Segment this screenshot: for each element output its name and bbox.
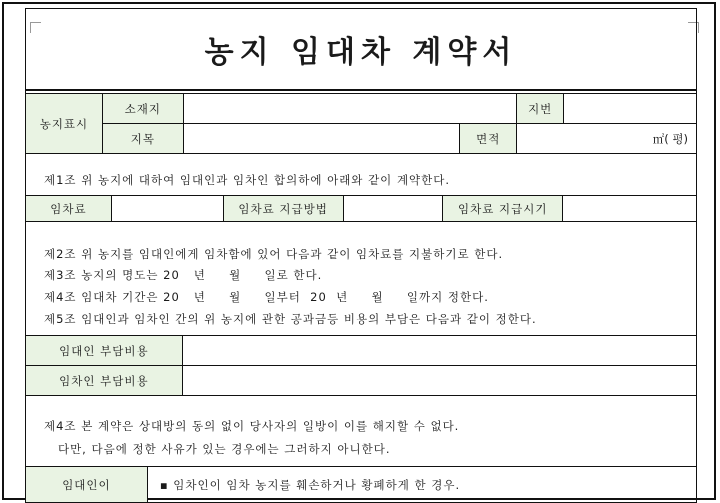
lessor-case-table [25, 466, 697, 503]
rent-label: 임차료 [26, 196, 112, 222]
termination-line-1: 제4조 본 계약은 상대방의 동의 없이 당사자의 일방이 이를 해지할 수 없다. [44, 419, 460, 433]
article-3: 제3조 농지의 명도는 20 년 월 일로 한다. [44, 268, 323, 282]
farmland-section-label: 농지표시 [26, 94, 103, 154]
area-label: 면적 [460, 124, 517, 154]
land-category-field[interactable] [183, 124, 460, 154]
location-field[interactable] [183, 94, 516, 124]
termination-line-2: 다만, 다음에 정한 사유가 있는 경우에는 그러하지 아니한다. [44, 442, 391, 456]
payment-method-label: 임차료 지급방법 [223, 196, 343, 222]
article-1: 제1조 위 농지에 대하여 임대인과 임차인 합의하에 아래와 같이 계약한다. [44, 173, 451, 187]
document-title: 농지 임대차 계약서 [25, 8, 697, 91]
lessor-cost-field[interactable] [182, 336, 696, 366]
article-4: 제4조 임대차 기간은 20 년 월 일부터 20 년 월 일까지 정한다. [44, 290, 489, 304]
payment-time-field[interactable] [563, 196, 697, 222]
cost-table [25, 335, 697, 396]
rent-field[interactable] [111, 196, 223, 222]
land-category-label: 지목 [102, 124, 183, 154]
payment-time-label: 임차료 지급시기 [443, 196, 563, 222]
lot-no-label: 지번 [517, 94, 564, 124]
payment-method-field[interactable] [343, 196, 443, 222]
lessor-cost-label: 임대인 부담비용 [26, 336, 183, 366]
rent-table [25, 195, 697, 222]
lessee-cost-field[interactable] [182, 366, 696, 396]
area-field[interactable]: ㎡( 평) [517, 124, 697, 154]
article-5: 제5조 임대인과 임차인 간의 위 농지에 관한 공과금등 비용의 부담은 다음과 같이 정한다. [44, 312, 537, 326]
farmland-table [25, 93, 697, 154]
lessor-case-bullet: ▪ 임차인이 임차 농지를 훼손하거나 황폐하게 한 경우. [147, 467, 696, 503]
lessor-case-label: 임대인이 [26, 467, 148, 503]
location-label: 소재지 [102, 94, 183, 124]
lessee-cost-label: 임차인 부담비용 [26, 366, 183, 396]
article-2: 제2조 위 농지를 임대인에게 임차함에 있어 다음과 같이 임차료를 지불하기로 한다. [44, 247, 504, 261]
lot-no-field[interactable] [564, 94, 697, 124]
